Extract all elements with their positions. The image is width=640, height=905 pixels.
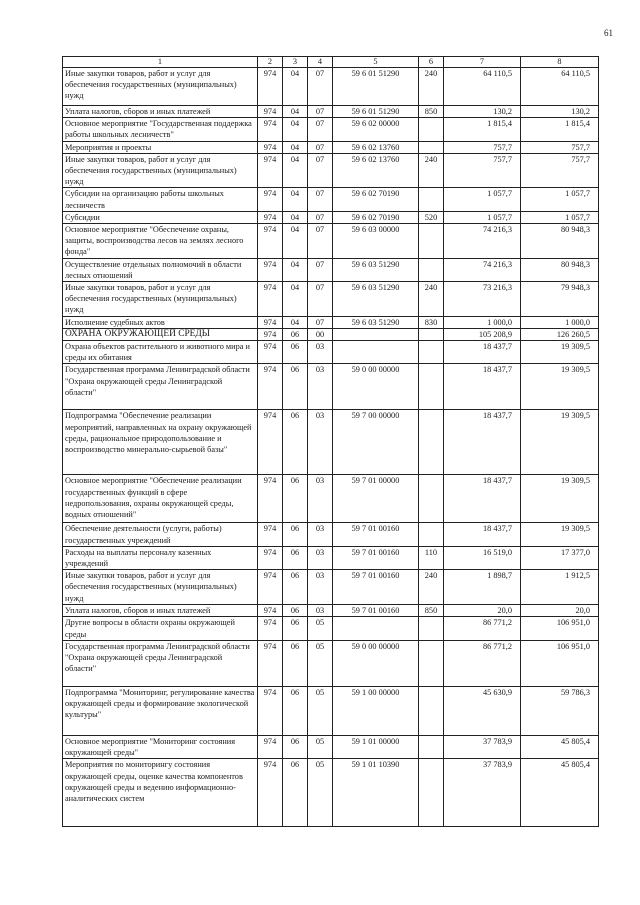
row-name: ОХРАНА ОКРУЖАЮЩЕЙ СРЕДЫ xyxy=(63,328,258,340)
row-name: Основное мероприятие "Государственная поддержка работы школьных лесничеств" xyxy=(63,118,258,141)
row-name: Уплата налогов, сборов и иных платежей xyxy=(63,605,258,617)
row-grbs: 974 xyxy=(258,211,283,223)
row-grbs: 974 xyxy=(258,570,283,605)
row-expense-type: 830 xyxy=(419,316,444,328)
row-sum-year1: 37 783,9 xyxy=(444,759,521,827)
row-name: Мероприятия по мониторингу состояния окружающей среды, оценке качества компонентов окружающей среды и ведению информационно-аналитических систем xyxy=(63,759,258,827)
row-section: 06 xyxy=(283,341,308,364)
row-sum-year1: 1 057,7 xyxy=(444,188,521,211)
row-sum-year2: 64 110,5 xyxy=(521,68,599,106)
row-expense-type xyxy=(419,141,444,153)
row-subsection: 03 xyxy=(308,546,333,569)
row-section: 04 xyxy=(283,188,308,211)
row-subsection: 07 xyxy=(308,316,333,328)
row-sum-year1: 86 771,2 xyxy=(444,640,521,686)
row-expense-type xyxy=(419,364,444,410)
row-subsection: 07 xyxy=(308,141,333,153)
row-name: Подпрограмма "Обеспечение реализации мероприятий, направленных на охрану окружающей среды, рациональное природопользование и воспроизводство минерально-сырьевой базы" xyxy=(63,410,258,475)
row-expense-type xyxy=(419,686,444,735)
row-grbs: 974 xyxy=(258,153,283,188)
row-grbs: 974 xyxy=(258,341,283,364)
row-grbs: 974 xyxy=(258,523,283,546)
row-sum-year2: 79 948,3 xyxy=(521,282,599,317)
row-subsection: 07 xyxy=(308,153,333,188)
row-expense-type: 850 xyxy=(419,106,444,118)
row-section: 04 xyxy=(283,153,308,188)
row-section: 06 xyxy=(283,328,308,340)
table-row xyxy=(63,570,599,605)
row-grbs: 974 xyxy=(258,328,283,340)
row-sum-year1: 73 216,3 xyxy=(444,282,521,317)
row-target-code: 59 1 00 00000 xyxy=(333,686,419,735)
row-sum-year2: 19 309,5 xyxy=(521,410,599,475)
page-number: 61 xyxy=(604,28,613,38)
row-expense-type: 110 xyxy=(419,546,444,569)
row-sum-year2: 80 948,3 xyxy=(521,224,599,259)
row-section: 06 xyxy=(283,686,308,735)
row-grbs: 974 xyxy=(258,640,283,686)
row-sum-year2: 1 057,7 xyxy=(521,211,599,223)
row-subsection: 03 xyxy=(308,523,333,546)
row-target-code: 59 6 02 70190 xyxy=(333,188,419,211)
row-sum-year2: 19 309,5 xyxy=(521,364,599,410)
row-name: Основное мероприятие "Мониторинг состояния окружающей среды" xyxy=(63,735,258,758)
row-grbs: 974 xyxy=(258,258,283,281)
row-expense-type xyxy=(419,118,444,141)
row-grbs: 974 xyxy=(258,546,283,569)
row-grbs: 974 xyxy=(258,224,283,259)
row-name: Основное мероприятие "Обеспечение реализации государственных функций в сфере недропользования, охраны окружающей среды, водных отношений" xyxy=(63,475,258,523)
row-sum-year1: 74 216,3 xyxy=(444,258,521,281)
row-subsection: 07 xyxy=(308,224,333,259)
table-row xyxy=(63,341,599,364)
row-expense-type xyxy=(419,759,444,827)
row-name: Подпрограмма "Мониторинг, регулирование качества окружающей среды и формирование экологической культуры" xyxy=(63,686,258,735)
row-name: Уплата налогов, сборов и иных платежей xyxy=(63,106,258,118)
row-name: Мероприятия и проекты xyxy=(63,141,258,153)
row-expense-type xyxy=(419,328,444,340)
row-grbs: 974 xyxy=(258,316,283,328)
row-sum-year1: 130,2 xyxy=(444,106,521,118)
row-subsection: 05 xyxy=(308,617,333,640)
row-expense-type xyxy=(419,224,444,259)
row-section: 04 xyxy=(283,316,308,328)
row-section: 06 xyxy=(283,640,308,686)
row-expense-type xyxy=(419,617,444,640)
table-row xyxy=(63,282,599,317)
budget-table xyxy=(62,56,599,827)
row-section: 06 xyxy=(283,523,308,546)
row-expense-type: 520 xyxy=(419,211,444,223)
row-subsection: 07 xyxy=(308,282,333,317)
row-name: Иные закупки товаров, работ и услуг для обеспечения государственных (муниципальных) нужд xyxy=(63,282,258,317)
row-sum-year1: 86 771,2 xyxy=(444,617,521,640)
row-sum-year1: 64 110,5 xyxy=(444,68,521,106)
row-target-code: 59 7 01 00160 xyxy=(333,570,419,605)
row-subsection: 03 xyxy=(308,341,333,364)
row-subsection: 00 xyxy=(308,328,333,340)
row-grbs: 974 xyxy=(258,68,283,106)
row-expense-type xyxy=(419,258,444,281)
row-subsection: 03 xyxy=(308,410,333,475)
row-name: Охрана объектов растительного и животного мира и среды их обитания xyxy=(63,341,258,364)
row-grbs: 974 xyxy=(258,118,283,141)
row-target-code: 59 1 01 10390 xyxy=(333,759,419,827)
row-grbs: 974 xyxy=(258,364,283,410)
row-sum-year1: 1 057,7 xyxy=(444,211,521,223)
row-sum-year1: 757,7 xyxy=(444,141,521,153)
row-sum-year2: 1 057,7 xyxy=(521,188,599,211)
row-section: 06 xyxy=(283,617,308,640)
row-subsection: 07 xyxy=(308,258,333,281)
row-target-code: 59 7 00 00000 xyxy=(333,410,419,475)
row-sum-year2: 19 309,5 xyxy=(521,341,599,364)
row-subsection: 07 xyxy=(308,188,333,211)
row-section: 04 xyxy=(283,68,308,106)
table-row xyxy=(63,106,599,118)
row-section: 04 xyxy=(283,224,308,259)
row-subsection: 07 xyxy=(308,106,333,118)
row-grbs: 974 xyxy=(258,735,283,758)
row-sum-year1: 18 437,7 xyxy=(444,410,521,475)
row-sum-year2: 757,7 xyxy=(521,153,599,188)
row-expense-type xyxy=(419,341,444,364)
table-row xyxy=(63,605,599,617)
row-section: 04 xyxy=(283,118,308,141)
row-target-code: 59 6 03 51290 xyxy=(333,316,419,328)
row-subsection: 07 xyxy=(308,118,333,141)
row-grbs: 974 xyxy=(258,410,283,475)
row-target-code: 59 6 01 51290 xyxy=(333,106,419,118)
table-row xyxy=(63,410,599,475)
row-sum-year2: 126 260,5 xyxy=(521,328,599,340)
table-row xyxy=(63,640,599,686)
row-expense-type xyxy=(419,410,444,475)
table-row xyxy=(63,364,599,410)
row-subsection: 03 xyxy=(308,364,333,410)
row-subsection: 05 xyxy=(308,640,333,686)
row-target-code xyxy=(333,328,419,340)
row-target-code: 59 6 03 51290 xyxy=(333,258,419,281)
table-row xyxy=(63,759,599,827)
row-sum-year2: 45 805,4 xyxy=(521,759,599,827)
row-sum-year2: 106 951,0 xyxy=(521,640,599,686)
row-name: Иные закупки товаров, работ и услуг для обеспечения государственных (муниципальных) нужд xyxy=(63,153,258,188)
row-name: Иные закупки товаров, работ и услуг для обеспечения государственных (муниципальных) нужд xyxy=(63,570,258,605)
row-sum-year1: 18 437,7 xyxy=(444,364,521,410)
table-row xyxy=(63,316,599,328)
row-expense-type xyxy=(419,735,444,758)
row-expense-type: 240 xyxy=(419,282,444,317)
row-section: 06 xyxy=(283,570,308,605)
table-row xyxy=(63,141,599,153)
table-row xyxy=(63,546,599,569)
row-sum-year2: 19 309,5 xyxy=(521,523,599,546)
row-section: 06 xyxy=(283,410,308,475)
row-sum-year2: 20,0 xyxy=(521,605,599,617)
table-row xyxy=(63,68,599,106)
row-name: Осуществление отдельных полномочий в области лесных отношений xyxy=(63,258,258,281)
row-section: 06 xyxy=(283,605,308,617)
row-sum-year2: 19 309,5 xyxy=(521,475,599,523)
row-sum-year2: 59 786,3 xyxy=(521,686,599,735)
row-expense-type: 240 xyxy=(419,570,444,605)
row-name: Государственная программа Ленинградской области "Охрана окружающей среды Ленинградской области" xyxy=(63,364,258,410)
row-target-code: 59 6 03 00000 xyxy=(333,224,419,259)
header-cell: 6 xyxy=(419,57,444,68)
row-sum-year2: 17 377,0 xyxy=(521,546,599,569)
table-row xyxy=(63,118,599,141)
table-row xyxy=(63,153,599,188)
row-subsection: 05 xyxy=(308,735,333,758)
row-subsection: 03 xyxy=(308,605,333,617)
header-cell: 4 xyxy=(308,57,333,68)
row-target-code: 59 0 00 00000 xyxy=(333,640,419,686)
row-section: 04 xyxy=(283,282,308,317)
header-cell: 8 xyxy=(521,57,599,68)
table-row xyxy=(63,523,599,546)
row-sum-year2: 757,7 xyxy=(521,141,599,153)
table-row xyxy=(63,258,599,281)
table-row xyxy=(63,735,599,758)
row-name: Иные закупки товаров, работ и услуг для обеспечения государственных (муниципальных) нужд xyxy=(63,68,258,106)
row-target-code: 59 7 01 00000 xyxy=(333,475,419,523)
row-expense-type: 240 xyxy=(419,68,444,106)
row-grbs: 974 xyxy=(258,617,283,640)
row-grbs: 974 xyxy=(258,759,283,827)
row-subsection: 03 xyxy=(308,570,333,605)
row-section: 06 xyxy=(283,546,308,569)
row-target-code: 59 6 03 51290 xyxy=(333,282,419,317)
row-sum-year2: 130,2 xyxy=(521,106,599,118)
row-name: Основное мероприятие "Обеспечение охраны, защиты, воспроизводства лесов на землях лесного фонда" xyxy=(63,224,258,259)
row-expense-type: 850 xyxy=(419,605,444,617)
row-subsection: 03 xyxy=(308,475,333,523)
row-target-code: 59 6 02 70190 xyxy=(333,211,419,223)
row-section: 04 xyxy=(283,211,308,223)
row-subsection: 07 xyxy=(308,211,333,223)
row-section: 06 xyxy=(283,475,308,523)
row-section: 04 xyxy=(283,258,308,281)
row-sum-year1: 37 783,9 xyxy=(444,735,521,758)
row-target-code: 59 7 01 00160 xyxy=(333,605,419,617)
table-row xyxy=(63,188,599,211)
row-sum-year1: 45 630,9 xyxy=(444,686,521,735)
row-sum-year1: 18 437,7 xyxy=(444,475,521,523)
row-grbs: 974 xyxy=(258,141,283,153)
row-target-code: 59 0 00 00000 xyxy=(333,364,419,410)
row-sum-year1: 18 437,7 xyxy=(444,341,521,364)
table-header-row xyxy=(63,57,599,68)
row-target-code: 59 7 01 00160 xyxy=(333,546,419,569)
row-section: 06 xyxy=(283,735,308,758)
row-target-code: 59 6 01 51290 xyxy=(333,68,419,106)
row-sum-year1: 1 898,7 xyxy=(444,570,521,605)
row-target-code: 59 6 02 00000 xyxy=(333,118,419,141)
header-cell: 2 xyxy=(258,57,283,68)
row-grbs: 974 xyxy=(258,188,283,211)
row-sum-year2: 80 948,3 xyxy=(521,258,599,281)
row-name: Другие вопросы в области охраны окружающей среды xyxy=(63,617,258,640)
row-grbs: 974 xyxy=(258,605,283,617)
table-row xyxy=(63,328,599,340)
row-grbs: 974 xyxy=(258,475,283,523)
row-target-code: 59 6 02 13760 xyxy=(333,153,419,188)
header-cell: 7 xyxy=(444,57,521,68)
table-row xyxy=(63,686,599,735)
header-cell: 1 xyxy=(63,57,258,68)
row-name: Субсидии xyxy=(63,211,258,223)
row-expense-type xyxy=(419,640,444,686)
table-row xyxy=(63,224,599,259)
row-expense-type: 240 xyxy=(419,153,444,188)
row-section: 04 xyxy=(283,106,308,118)
row-name: Субсидии на организацию работы школьных лесничеств xyxy=(63,188,258,211)
row-sum-year1: 105 208,9 xyxy=(444,328,521,340)
table-row xyxy=(63,475,599,523)
row-sum-year1: 1 815,4 xyxy=(444,118,521,141)
row-sum-year2: 106 951,0 xyxy=(521,617,599,640)
row-target-code: 59 6 02 13760 xyxy=(333,141,419,153)
row-target-code xyxy=(333,617,419,640)
row-name: Исполнение судебных актов xyxy=(63,316,258,328)
row-sum-year2: 45 805,4 xyxy=(521,735,599,758)
row-sum-year2: 1 815,4 xyxy=(521,118,599,141)
row-subsection: 05 xyxy=(308,686,333,735)
table-row xyxy=(63,617,599,640)
row-target-code xyxy=(333,341,419,364)
header-cell: 3 xyxy=(283,57,308,68)
row-sum-year2: 1 912,5 xyxy=(521,570,599,605)
row-target-code: 59 7 01 00160 xyxy=(333,523,419,546)
row-section: 06 xyxy=(283,759,308,827)
header-cell: 5 xyxy=(333,57,419,68)
table-row xyxy=(63,211,599,223)
row-target-code: 59 1 01 00000 xyxy=(333,735,419,758)
row-expense-type xyxy=(419,523,444,546)
row-expense-type xyxy=(419,188,444,211)
row-subsection: 05 xyxy=(308,759,333,827)
row-grbs: 974 xyxy=(258,282,283,317)
row-name: Расходы на выплаты персоналу казенных учреждений xyxy=(63,546,258,569)
row-grbs: 974 xyxy=(258,106,283,118)
row-section: 04 xyxy=(283,141,308,153)
row-expense-type xyxy=(419,475,444,523)
row-name: Обеспечение деятельности (услуги, работы) государственных учреждений xyxy=(63,523,258,546)
row-subsection: 07 xyxy=(308,68,333,106)
row-sum-year1: 20,0 xyxy=(444,605,521,617)
row-sum-year1: 1 000,0 xyxy=(444,316,521,328)
row-sum-year1: 757,7 xyxy=(444,153,521,188)
row-section: 06 xyxy=(283,364,308,410)
row-sum-year1: 74 216,3 xyxy=(444,224,521,259)
row-grbs: 974 xyxy=(258,686,283,735)
row-sum-year1: 18 437,7 xyxy=(444,523,521,546)
row-name: Государственная программа Ленинградской области "Охрана окружающей среды Ленинградской области" xyxy=(63,640,258,686)
row-sum-year1: 16 519,0 xyxy=(444,546,521,569)
row-sum-year2: 1 000,0 xyxy=(521,316,599,328)
